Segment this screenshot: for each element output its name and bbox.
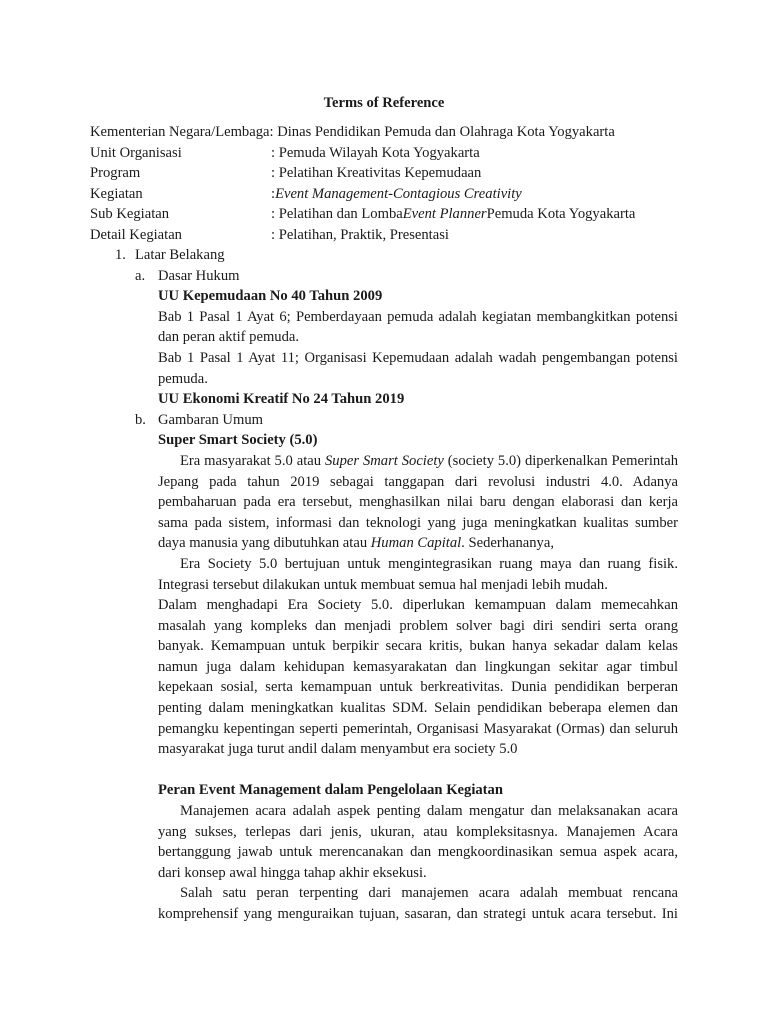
info-row-activity: [90, 184, 690, 205]
paragraph: [158, 451, 678, 554]
subsection-letter: a.: [135, 267, 146, 284]
info-label: Kementerian Negara/Lembaga: [90, 124, 270, 140]
paragraph: Era Society 5.0 bertujuan untuk mengintegrasikan ruang maya dan ruang fisik. Integrasi tersebut dilakukan untuk membuat semua hal menjadi lebih mudah.: [158, 555, 678, 593]
text-run: Era masyarakat 5.0 atau: [180, 452, 325, 469]
activity-info: [90, 122, 690, 246]
subsection-title: Dasar Hukum: [158, 267, 240, 284]
section-heading-background: [0, 245, 768, 266]
subsection-heading-legal-basis: [0, 266, 768, 287]
info-row-program: [90, 163, 690, 184]
info-label: Kegiatan: [90, 185, 143, 202]
law-title: UU Ekonomi Kreatif No 24 Tahun 2019: [158, 391, 405, 408]
document-title: Terms of Reference: [323, 95, 445, 111]
info-row-sub-activity: [90, 204, 690, 225]
info-row-ministry: [90, 122, 690, 143]
section-number: 1.: [115, 247, 126, 263]
info-value-tail: Pemuda Kota Yogyakarta: [486, 206, 636, 223]
paragraph: Bab 1 Pasal 1 Ayat 11; Organisasi Kepemudaan adalah wadah pengembangan potensi pemuda.: [158, 349, 678, 387]
paragraph: Manajemen acara adalah aspek penting dalam mengatur dan melaksanakan acara yang sukses, terlepas dari jenis, ukuran, atau kompleksitasnya. Manajemen Acara bertanggung jawab untuk merencanakan dan mengkoordinasikan semua aspek acara, dari konsep awal hingga tahap akhir eksekusi.: [158, 803, 678, 881]
info-label: Program: [90, 165, 141, 182]
paragraph: Salah satu peran terpenting dari manajemen acara adalah membuat rencana komprehensif yang menguraikan tujuan, sasaran, dan strategi untuk acara tersebut. Ini: [158, 885, 678, 922]
info-label: Detail Kegiatan: [90, 226, 182, 243]
info-value: : Pelatihan, Praktik, Presentasi: [271, 226, 449, 243]
info-label: Unit Organisasi: [90, 144, 182, 161]
info-value-italic: Event Planner: [402, 206, 487, 223]
text-run-italic: Super Smart Society: [324, 452, 444, 469]
info-value: : Pelatihan Kreativitas Kepemudaan: [271, 165, 482, 182]
subsection-letter: b.: [135, 411, 146, 428]
legal-basis-content: [158, 286, 678, 410]
info-value: : Pemuda Wilayah Kota Yogyakarta: [271, 144, 480, 161]
text-run-italic: Human Capital: [370, 535, 462, 552]
content-heading: Peran Event Management dalam Pengelolaan Kegiatan: [158, 782, 503, 799]
info-row-detail: [90, 225, 690, 246]
section-title: Latar Belakang: [135, 247, 225, 263]
content-heading: Super Smart Society (5.0): [158, 432, 318, 449]
info-value-italic: Event Management-Contagious Creativity: [275, 185, 522, 202]
blank-line: [158, 760, 678, 781]
paragraph: Bab 1 Pasal 1 Ayat 6; Pemberdayaan pemuda adalah kegiatan membangkitkan potensi dan peran aktif pemuda.: [158, 308, 678, 346]
subsection-title: Gambaran Umum: [158, 411, 263, 428]
text-run: (society 5.0) diperkenalkan Pemerintah Jepang pada tahun 2019 sebagai tanggapan dari revolusi industri 4.0. Adanya pembaharuan pada era tersebut, menghasilkan nilai baru dengan elaborasi dan kerja sama pada sistem, informasi dan teknologi yang juga meningkatkan kualitas sumber daya manusia yang dibutuhkan atau: [158, 452, 679, 552]
overview-content: [158, 430, 678, 924]
document-body: [0, 245, 768, 925]
info-value: : Dinas Pendidikan Pemuda dan Olahraga Kota Yogyakarta: [269, 124, 615, 140]
info-label: Sub Kegiatan: [90, 206, 170, 223]
info-row-unit: [90, 143, 690, 164]
subsection-heading-overview: [0, 410, 768, 431]
law-title: UU Kepemudaan No 40 Tahun 2009: [158, 288, 383, 305]
text-run: . Sederhananya,: [461, 535, 554, 552]
paragraph: Dalam menghadapi Era Society 5.0. diperlukan kemampuan dalam memecahkan masalah yang kompleks dan menjadi problem solver bagi diri sendiri serta orang banyak. Kemampuan untuk berpikir secara kritis, bukan hanya sekadar dalam kelas namun juga dalam kehidupan kemasyarakatan dan lingkungan sekitar agar timbul kepekaan sosial, serta kemampuan untuk berkreativitas. Dunia pendidikan berperan penting dalam meningkatkan kualitas SDM. Selain pendidikan beberapa elemen dan pemangku kepentingan seperti pemerintah, Organisasi Masyarakat (Ormas) dan seluruh masyarakat juga turut andil dalam menyambut era society 5.0: [158, 597, 678, 758]
info-value: : Pelatihan dan Lomba: [271, 206, 403, 223]
info-value: :: [271, 185, 276, 202]
